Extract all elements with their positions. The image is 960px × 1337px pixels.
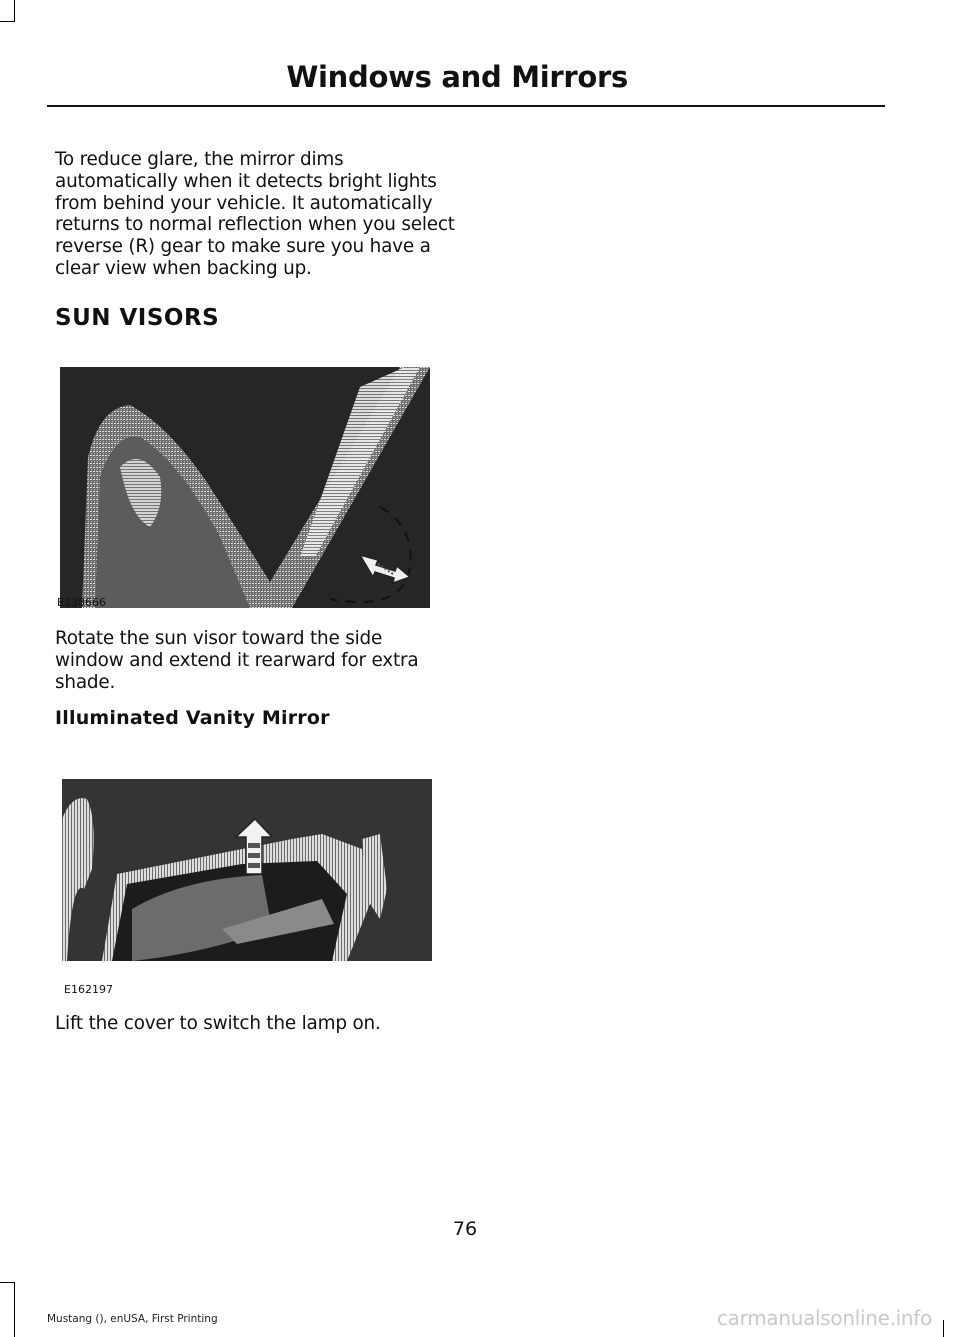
crop-mark xyxy=(14,0,15,22)
edition-footer: Mustang (), enUSA, First Printing xyxy=(47,1313,218,1325)
figure-code-2: E162197 xyxy=(64,983,113,996)
vanity-mirror-illustration xyxy=(62,779,432,961)
crop-mark xyxy=(14,1282,15,1337)
page-title: Windows and Mirrors xyxy=(286,60,628,94)
intro-paragraph: To reduce glare, the mirror dims automatically when it detects bright lights from behind your vehicle. It automatically returns to normal reflection when you select reverse (R) gear to make sure you have a clear view when backing up. xyxy=(55,149,455,279)
page-number: 76 xyxy=(452,1218,478,1240)
crop-mark xyxy=(0,1282,15,1283)
watermark: carmanualsonline.info xyxy=(716,1306,932,1330)
vanity-paragraph: Lift the cover to switch the lamp on. xyxy=(55,1013,381,1034)
subsection-heading-vanity-mirror: Illuminated Vanity Mirror xyxy=(55,707,330,729)
header-divider xyxy=(47,105,885,107)
crop-mark xyxy=(0,21,15,22)
sun-visor-illustration xyxy=(60,367,430,608)
crop-mark xyxy=(943,1320,944,1337)
section-heading-sun-visors: SUN VISORS xyxy=(55,305,220,331)
visor-paragraph: Rotate the sun visor toward the side window and extend it rearward for extra shade. xyxy=(55,628,419,693)
figure-code-1: E138666 xyxy=(57,596,106,609)
